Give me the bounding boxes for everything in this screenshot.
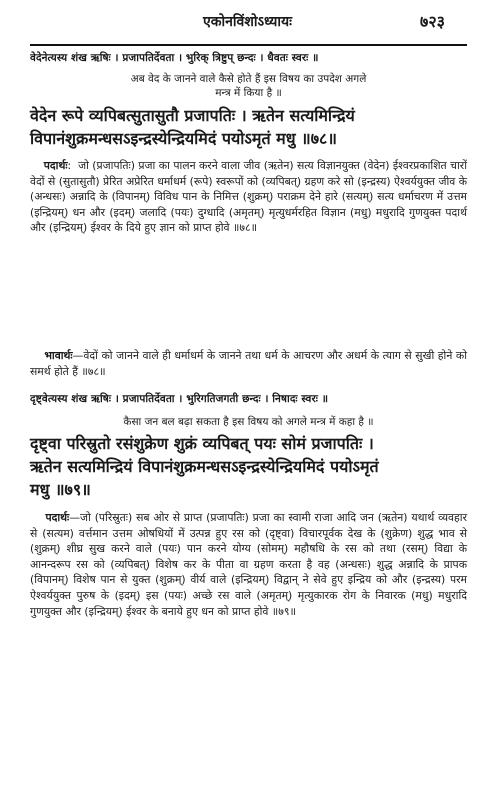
- mantra-line: वेदेन रूपे व्यपिबत्सुतासुतौ प्रजापतिः । ऋतेन सत्यमिन्द्रियं: [30, 106, 355, 125]
- mantra-line: विपानंशुक्रमन्धसऽइन्द्रस्येन्द्रियमिदं पयोऽमृतं मधु ॥७८॥: [30, 129, 337, 148]
- rishi-line-79: दृष्ट्वेत्यस्य शंख ऋषिः । प्रजापतिर्देवता । भुरिगतिजगती छन्दः । निषादः स्वरः ॥: [30, 393, 329, 405]
- header-rule: [30, 44, 467, 46]
- running-head: एकोनविंशोऽध्यायः: [203, 14, 292, 30]
- bhavartha-label: भावार्थः: [44, 349, 73, 362]
- verse-intro-78: [30, 72, 467, 100]
- mantra-79: [30, 432, 467, 501]
- intro-line: अब वेद के जानने वाले कैसे होते हैं इस विषय का उपदेश अगले: [130, 73, 367, 85]
- padartha-text: जो (प्रजापतिः) प्रजा का पालन करने वाला जीव (ऋतेन) सत्य विज्ञानयुक्त (वेदेन) ईश्वरप्रकाशित चारों वेदों से (सुतासुतौ) प्रेरित अप्रेरित धर्माधर्म (रूपे) स्वरूपों को (व्यपिबत्) ग्रहण करे सो (इन्द्रस्य) ऐश्वर्ययुक्त जीव के (अन्धसः) अन्नादि के (विपानम्) विविध पान के निमित्त (शुक्रम्) पराक्रम देने हारे (सत्यम्) सत्य धर्माचरण में उत्तम (इन्द्रियम्) धन और (इदम्) जलादि (पयः) दुग्धादि (अमृतम्) मृत्युधर्मरहित विज्ञान (मधु) मधुरादि गुणयुक्त पदार्थ और (इन्द्रियम्) ईश्वर के दिये हुए ज्ञान को प्राप्त होवे ॥७८॥: [30, 159, 467, 235]
- verse-intro-79: [30, 415, 467, 429]
- bhavartha-78: [30, 348, 467, 379]
- intro-line: कैसा जन बल बढ़ा सकता है इस विषय को अगले मन्त्र में कहा है ॥: [123, 416, 374, 428]
- padartha-text: —जो (परिस्रुतः) सब ओर से प्राप्त (प्रजापतिः) प्रजा का स्वामी राजा आदि जन (ऋतेन) यथार्थ व्यवहार से (सत्यम) वर्त्तमान उत्तम ओषधियों में उत्पन्न हुए रस को (दृष्ट्वा) विचारपूर्वक देख के (शुक्रेण) शुद्ध भाव से (शुक्रम्) शीघ्र सुख करने वाले (पयः) पान करने योग्य (सोमम्) महौषधि के रस को तथा (रसम्) विद्या के आनन्दरूप रस को (व्यपिबत्) विशेष कर के पीता वा ग्रहण करता है वह (अन्धसः) शुद्ध अन्नादि के प्रापक (विपानम्) विशेष पान से युक्त (शुक्रम्) वीर्य वाले (इन्द्रियम्) विद्वान् ने सेवे हुए इन्द्रिय को और (इन्द्रस्य) परम ऐश्वर्ययुक्त पुरुष के (इदम्) इस (पयः) अच्छे रस वाले (अमृतम्) मृत्युकारक रोग के निवारक (मधु) मधुरादि गुणयुक्त और (इन्द्रियम्) ईश्वर के बनाये हुए धन को प्राप्त होवे ॥७९॥: [30, 511, 468, 618]
- page-number: ७२३: [420, 12, 445, 31]
- padartha-label: पदार्थः: [43, 159, 68, 172]
- intro-line: मन्त्र में किया है ॥: [215, 87, 282, 99]
- rishi-line-78: वेदेनेत्यस्य शंख ऋषिः । प्रजापतिर्देवता । भुरिक् त्रिष्टुप् छन्दः । धैवतः स्वरः ॥: [30, 52, 319, 64]
- mantra-line: ऋतेन सत्यमिन्द्रियं विपानंशुक्रमन्धसऽइन्द्रस्येन्द्रियमिदं पयोऽमृतं: [30, 457, 379, 476]
- padartha-78: पदार्थः: जो (प्रजापतिः) प्रजा का पालन करने वाला जीव (ऋतेन) सत्य विज्ञानयुक्त (वेदेन) ईश्वरप्रकाशित चारों वेदों से (सुतासुतौ) प्रेरित अप्रेरित धर्माधर्म (रूपे) स्वरूपों को (व्यपिबत्) ग्रहण करे सो (इन्द्रस्य) ऐश्वर्ययुक्त जीव के (अन्धसः) अन्नादि के (विपानम्) विविध पान के निमित्त (शुक्रम्) पराक्रम देने हारे (सत्यम्) सत्य धर्माचरण में उत्तम (इन्द्रियम्) धन और (इदम्) जलादि (पयः) दुग्धादि (अमृतम्) मृत्युधर्मरहित विज्ञान (मधु) मधुरादि गुणयुक्त पदार्थ और (इन्द्रियम्) ईश्वर के दिये हुए ज्ञान को प्राप्त होवे ॥७८॥: [30, 159, 467, 235]
- mantra-78: [30, 104, 467, 150]
- page-header: [30, 0, 465, 44]
- mantra-line: दृष्ट्वा परिस्रुतो रसंशुक्रेण शुक्रं व्यपिबत् पयः सोमं प्रजापतिः ।: [30, 434, 374, 453]
- padartha-79: [30, 510, 467, 619]
- mantra-line: मधु ॥७९॥: [30, 480, 91, 499]
- bhavartha-text: —वेदों को जानने वाले ही धर्माधर्म के जानने तथा धर्म के आचरण और अधर्म के त्याग से सुखी होने को समर्थ होते हैं ॥७८॥: [30, 349, 467, 378]
- padartha-label: पदार्थः: [45, 511, 70, 524]
